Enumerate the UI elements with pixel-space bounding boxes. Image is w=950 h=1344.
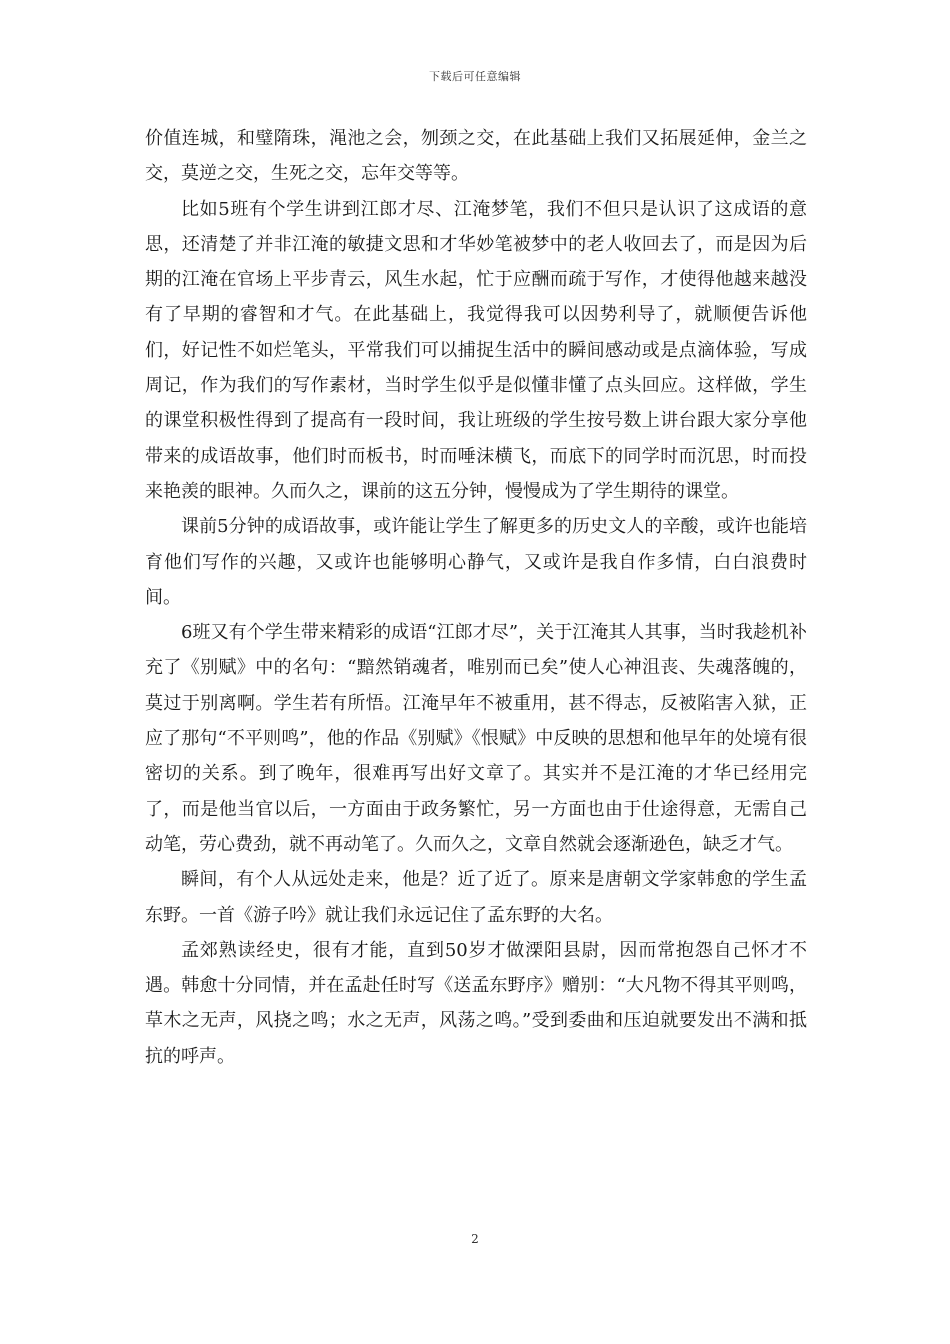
paragraph: 孟郊熟读经史，很有才能，直到50岁才做溧阳县尉，因而常抱怨自己怀才不遇。韩愈十分同情，并在孟赴任时写《送孟东野序》赠别：“大凡物不得其平则鸣，草木之无声，风挠之鸣；水之无声，风荡之鸣。”受到委曲和压迫就要发出不满和抵抗的呼声。: [145, 939, 807, 1067]
paragraph-continued: 价值连城，和璧隋珠，渑池之会，刎颈之交，在此基础上我们又拓展延伸，金兰之交，莫逆之交，生死之交，忘年交等等。: [145, 128, 807, 185]
paragraph: 瞬间，有个人从远处走来，他是？近了近了。原来是唐朝文学家韩愈的学生孟东野。一首《游子吟》就让我们永远记住了孟东野的大名。: [145, 869, 807, 926]
page-header: 下载后可任意编辑: [429, 70, 521, 83]
page-number: 2: [471, 1232, 479, 1246]
paragraph: 课前5分钟的成语故事，或许能让学生了解更多的历史文人的辛酸，或许也能培育他们写作的兴趣，又或许也能够明心静气，又或许是我自作多情，白白浪费时间。: [145, 516, 807, 608]
paragraph: 6班又有个学生带来精彩的成语“江郎才尽”，关于江淹其人其事，当时我趁机补充了《别赋》中的名句：“黯然销魂者，唯别而已矣”使人心神沮丧、失魂落魄的，莫过于别离啊。学生若有所悟。江淹早年不被重用，甚不得志，反被陷害入狱，正应了那句“不平则鸣”，他的作品《别赋》《恨赋》中反映的思想和他早年的处境有很密切的关系。到了晚年，很难再写出好文章了。其实并不是江淹的才华已经用完了，而是他当官以后，一方面由于政务繁忙，另一方面也由于仕途得意，无需自己动笔，劳心费劲，就不再动笔了。久而久之，文章自然就会逐渐逊色，缺乏才气。: [145, 622, 807, 855]
paragraph: 比如5班有个学生讲到江郎才尽、江淹梦笔，我们不但只是认识了这成语的意思，还清楚了并非江淹的敏捷文思和才华妙笔被梦中的老人收回去了，而是因为后期的江淹在官场上平步青云，风生水起，忙于应酬而疏于写作，才使得他越来越没有了早期的睿智和才气。在此基础上，我觉得我可以因势利导了，就顺便告诉他们，好记性不如烂笔头，平常我们可以捕捉生活中的瞬间感动或是点滴体验，写成周记，作为我们的写作素材，当时学生似乎是似懂非懂了点头回应。这样做，学生的课堂积极性得到了提高有一段时间，我让班级的学生按号数上讲台跟大家分享他带来的成语故事，他们时而板书，时而唾沫横飞，而底下的同学时而沉思，时而投来艳羡的眼神。久而久之，课前的这五分钟，慢慢成为了学生期待的课堂。: [145, 198, 807, 502]
document-body: [145, 121, 807, 1074]
